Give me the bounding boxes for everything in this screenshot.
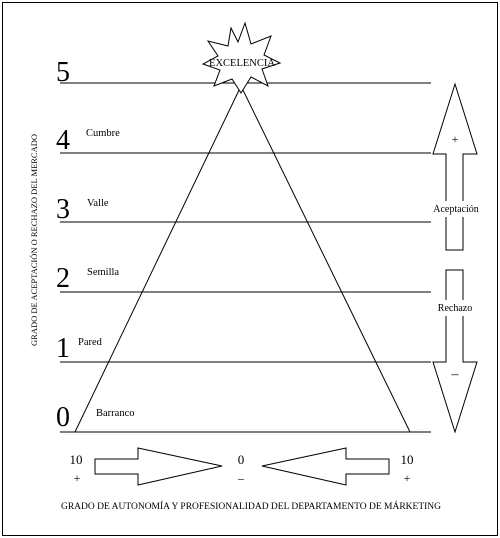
vertical-axis-label: GRADO DE ACEPTACIÓN O RECHAZO DEL MERCADO <box>29 134 39 346</box>
level-number-2: 2 <box>56 263 70 294</box>
bottom-left-pointing-arrow <box>262 448 389 485</box>
horizontal-axis-label: GRADO DE AUTONOMÍA Y PROFESIONALIDAD DEL DEPARTAMENTO DE MÁRKETING <box>60 502 442 512</box>
scale-left-value: 10 <box>69 452 83 467</box>
peak-label: EXCELENCIA <box>209 58 275 69</box>
scale-center-sign: – <box>238 471 244 485</box>
level-number-1: 1 <box>56 333 70 364</box>
pyramid-right-edge <box>241 86 410 432</box>
rejection-label: Rechazo <box>437 303 473 314</box>
level-label-barranco: Barranco <box>96 408 135 419</box>
level-number-4: 4 <box>56 125 70 156</box>
bottom-right-pointing-arrow <box>95 448 222 485</box>
level-number-5: 5 <box>56 57 70 88</box>
scale-right-sign: + <box>403 471 411 485</box>
rejection-sign: – <box>451 367 459 382</box>
acceptance-sign: + <box>451 132 459 146</box>
acceptance-label: Aceptación <box>433 204 479 215</box>
scale-center-value: 0 <box>237 452 245 467</box>
level-label-valle: Valle <box>87 198 109 209</box>
level-number-0: 0 <box>56 402 70 433</box>
scale-left-sign: + <box>73 471 81 485</box>
acceptance-arrow <box>433 84 477 250</box>
rejection-arrow <box>433 270 477 432</box>
level-label-cumbre: Cumbre <box>86 128 120 139</box>
level-label-pared: Pared <box>78 337 102 348</box>
level-label-semilla: Semilla <box>87 267 120 278</box>
level-number-3: 3 <box>56 194 70 225</box>
scale-right-value: 10 <box>400 452 414 467</box>
